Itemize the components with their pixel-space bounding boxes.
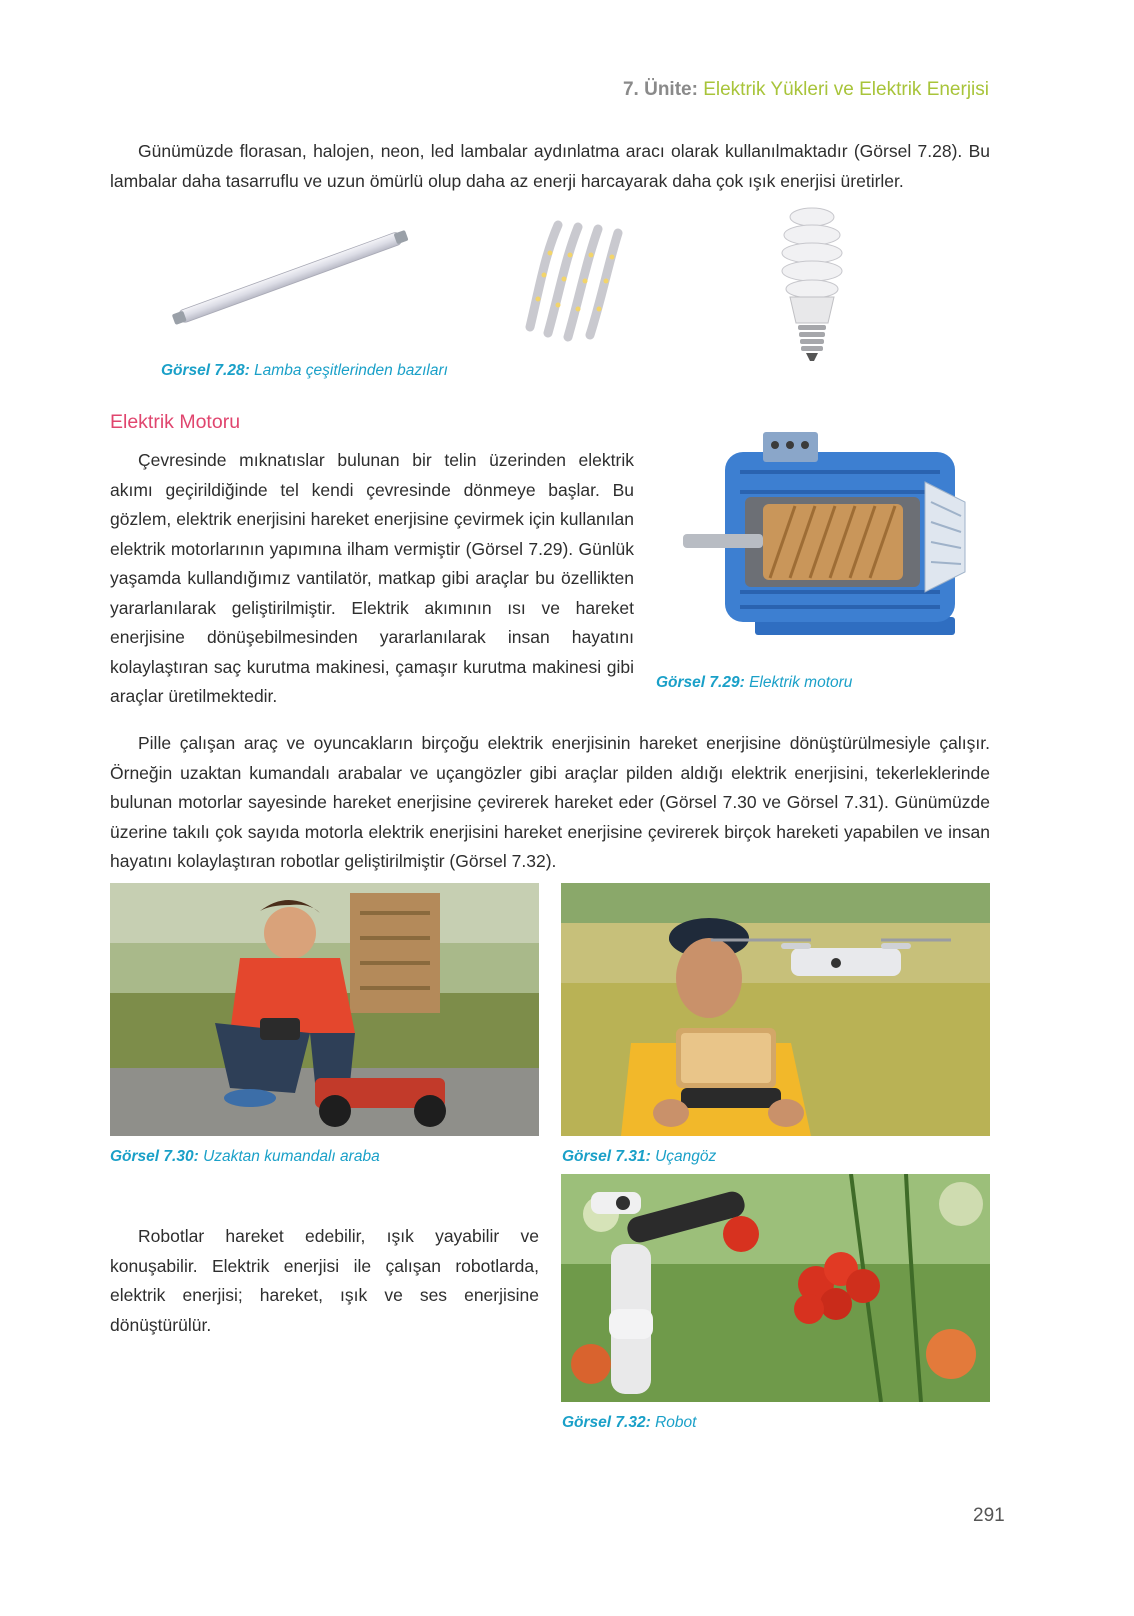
unit-number: 7. Ünite:: [622, 79, 698, 100]
robot-photo: [561, 1174, 990, 1402]
figure-7-31-caption: Görsel 7.31: Uçangöz: [562, 1148, 717, 1165]
page-number: 291: [973, 1505, 1005, 1526]
figure-7-32-caption: Görsel 7.32: Robot: [562, 1414, 697, 1431]
figure-7-29-caption: Görsel 7.29: Elektrik motoru: [656, 674, 853, 691]
unit-title: Elektrik Yükleri ve Elektrik Enerjisi: [703, 79, 989, 100]
electric-motor-image: [665, 412, 990, 650]
rc-car-photo: [110, 883, 539, 1136]
fluorescent-tube-image: [160, 222, 420, 332]
cfl-bulb-image: [772, 205, 852, 365]
robot-paragraph: Robotlar hareket edebilir, ışık yayabilir ve konuşabilir. Elektrik enerjisi ile çalışan robotlarda, elektrik enerjisi; hareket, ışık ve ses enerjisine dönüştürülür.: [110, 1226, 539, 1335]
section-title: Elektrik Motoru: [110, 411, 241, 433]
motor-paragraph: Çevresinde mıknatıslar bulunan bir telin üzerinden elektrik akımı geçirildiğinde tel kendi çevresinde dönmeye başlar. Bu gözlem, elektrik enerjisini hareket enerjisine çevirmek için kullanılan elektrik motorlarının yapımına ilham vermiştir (Görsel 7.29). Günlük yaşamda kullandığımız vantilatör, matkap gibi araçlar bu özellikten yararlanılarak geliştirilmiştir. Elektrik akımının ısı ve hareket enerjisine dönüşebilmesinden yararlanılarak insan hayatını kolaylaştıran saç kurutma makinesi, çamaşır kurutma makinesi gibi araçlar üretilmektedir.: [110, 450, 634, 706]
intro-paragraph: Günümüzde florasan, halojen, neon, led lambalar aydınlatma aracı olarak kullanılmaktadır (Görsel 7.28). Bu lambalar daha tasarruflu ve uzun ömürlü olup daha az enerji harcayarak daha çok ışık enerjisi üretirler.: [110, 141, 990, 191]
figure-7-30-caption: Görsel 7.30: Uzaktan kumandalı araba: [110, 1148, 380, 1165]
figure-7-28-caption: Görsel 7.28: Lamba çeşitlerinden bazıları: [161, 362, 448, 379]
unit-header: [623, 79, 989, 101]
battery-paragraph: Pille çalışan araç ve oyuncakların birçoğu elektrik enerjisinin hareket enerjisine dönüştürülmesiyle çalışır. Örneğin uzaktan kumandalı arabalar ve uçangözler gibi araçlar pilden aldığı elektrik enerjisini, tekerleklerinde bulunan motorlar sayesinde hareket enerjisine çevirerek hareket eder (Görsel 7.30 ve Görsel 7.31). Günümüzde üzerine takılı çok sayıda motorla elektrik enerjisini hareket enerjisine çevirerek birçok hareketi yapabilen ve insan hayatını kolaylaştıran robotlar geliştirilmiştir (Görsel 7.32).: [110, 733, 990, 871]
drone-photo: [561, 883, 990, 1136]
led-strip-image: [520, 215, 630, 345]
